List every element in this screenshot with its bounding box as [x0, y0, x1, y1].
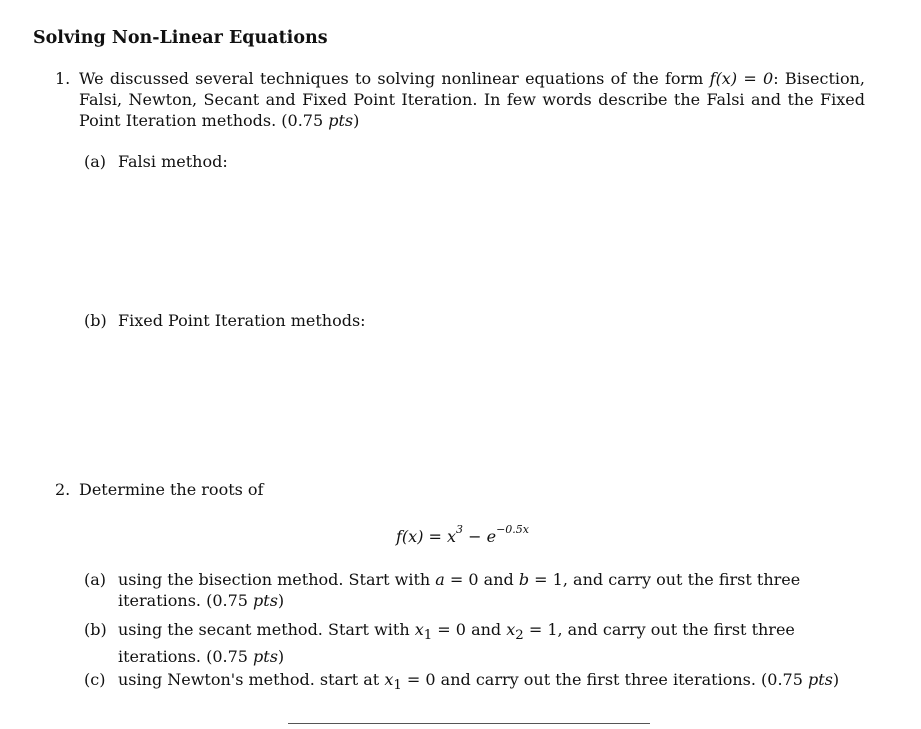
- question-2a-var-a: a: [435, 570, 445, 589]
- equation-exponent-2: −0.5x: [496, 522, 529, 536]
- question-2a-text: [118, 569, 866, 611]
- question-2b-var-x1: x: [414, 620, 424, 639]
- question-1-number: 1.: [55, 69, 71, 88]
- question-2c-text: [118, 669, 866, 696]
- question-2b-pre: using the secant method. Start with: [118, 620, 415, 639]
- question-2a-var-b: b: [518, 570, 530, 589]
- question-2a-pts: pts: [253, 591, 278, 610]
- question-2a-post: ): [277, 591, 285, 610]
- equation-lhs: f(x) = x: [396, 527, 457, 546]
- equation-exponent-1: 3: [456, 522, 464, 536]
- question-2-number: 2.: [55, 480, 71, 499]
- question-1a-label: (a): [84, 152, 107, 171]
- question-1-text-a: We discussed several techniques to solving nonlinear equations of the form: [79, 69, 710, 88]
- question-1-formula: f(x) = 0: [709, 69, 774, 88]
- question-2a-pre: using the bisection method. Start with: [118, 570, 436, 589]
- question-2b-sub-2: 2: [515, 628, 524, 644]
- section-title: Solving Non-Linear Equations: [33, 28, 328, 48]
- question-2b-pts: pts: [253, 647, 278, 667]
- question-2b-post: ): [277, 647, 285, 667]
- equation: [396, 522, 529, 546]
- question-2b-var-x2: x: [506, 620, 516, 639]
- question-1-text-c: ): [353, 111, 360, 130]
- question-2c-label: (c): [84, 670, 106, 689]
- question-2c-sub-1: 1: [393, 678, 402, 694]
- question-1b-label: (b): [84, 311, 107, 330]
- question-2b-mid1: = 0 and: [432, 620, 507, 639]
- question-1-pts: pts: [328, 111, 354, 130]
- bottom-divider: [288, 723, 650, 724]
- question-2-intro: Determine the roots of: [79, 480, 264, 499]
- question-2c-mid1: = 0 and carry out the first three iterations. (0.75: [401, 670, 808, 689]
- question-2a-mid1: = 0 and: [444, 570, 519, 589]
- question-2c-pts: pts: [807, 670, 833, 689]
- question-2b-mid2: = 1, and carry out the first three iterations. (0.75: [118, 620, 795, 667]
- question-1-text-b: : Bisection, Falsi, Newton, Secant and Fixed Point Iteration. In few words describe the Falsi and the Fixed Point Iteration methods. (0.75: [79, 69, 866, 130]
- question-2c-pre: using Newton's method. start at: [118, 670, 385, 689]
- question-2a-mid2: = 1, and carry out the first three iterations. (0.75: [118, 570, 801, 610]
- question-2c-var-x1: x: [384, 670, 394, 689]
- question-2b-sub-1: 1: [423, 628, 433, 644]
- question-2b-text: [118, 619, 866, 667]
- question-2b-label: (b): [84, 620, 107, 639]
- question-1-text: [79, 68, 865, 131]
- question-1a-text: Falsi method:: [118, 152, 228, 171]
- question-2a-label: (a): [84, 570, 107, 589]
- equation-mid: − e: [463, 527, 497, 546]
- question-1b-text: Fixed Point Iteration methods:: [118, 311, 366, 330]
- question-2c-post: ): [832, 670, 840, 689]
